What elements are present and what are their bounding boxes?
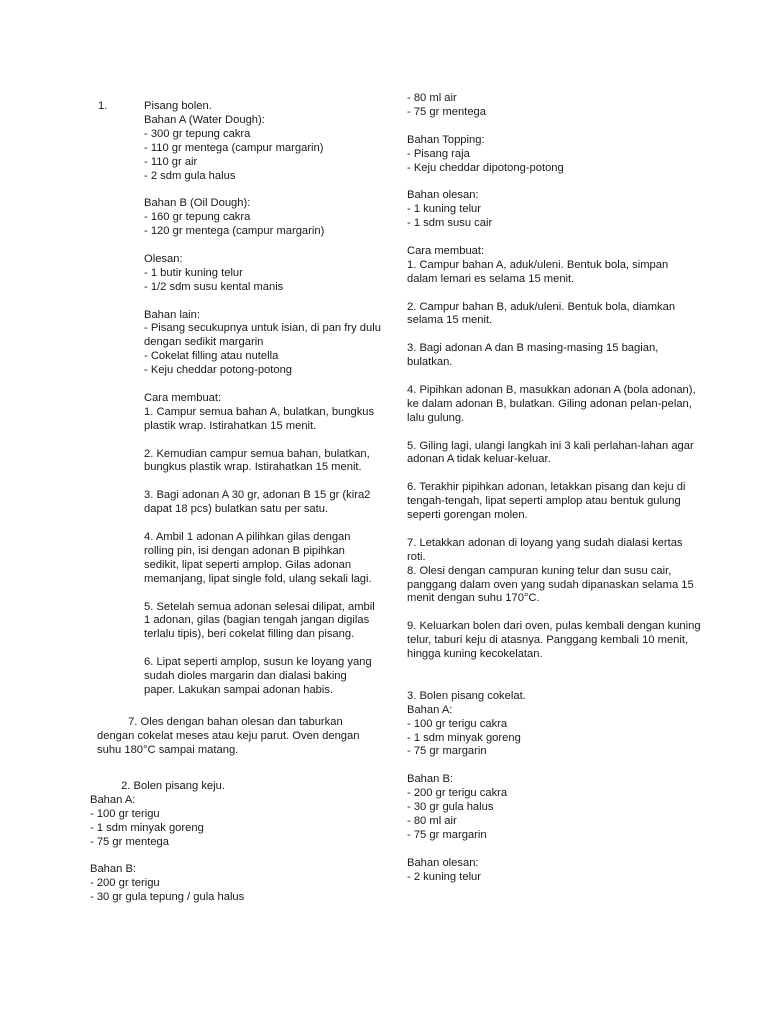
text-line: - 1 sdm minyak goreng: [407, 731, 521, 744]
text-line: 3. Bagi adonan A dan B masing-masing 15 bagian,: [407, 342, 659, 355]
text-line: ke dalam adonan B, bulatkan. Giling adonan pelan-pelan,: [407, 397, 692, 410]
text-line: selama 15 menit.: [407, 314, 493, 327]
text-line: - 2 sdm gula halus: [144, 169, 236, 182]
blank-line: [407, 120, 697, 134]
text-line: - 160 gr tepung cakra: [144, 211, 251, 224]
text-line: 2. Kemudian campur semua bahan, bulatkan,: [144, 447, 370, 460]
text-line: tengah-tengah, lipat seperti amplop atau bentuk gulung: [407, 495, 681, 508]
text-line: suhu 180°C sampai matang.: [97, 743, 239, 756]
text-line: dengan sedikit margarin: [144, 336, 264, 349]
text-line: 5. Giling lagi, ulangi langkah ini 3 kali perlahan-lahan agar: [407, 439, 694, 452]
text-line: 1. Campur semua bahan A, bulatkan, bungkus: [144, 405, 375, 418]
text-line: Pisang bolen.: [144, 100, 212, 112]
text-line: Bahan A:: [407, 703, 453, 716]
text-line: adonan A tidak keluar-keluar.: [407, 453, 551, 466]
blank-line: [407, 426, 697, 440]
text-line: - 1 kuning telur: [407, 203, 482, 216]
text-line: - Pisang raja: [407, 147, 470, 160]
text-line: dapat 18 pcs) bulatkan satu per satu.: [144, 503, 329, 516]
text-line: Bahan A (Water Dough):: [144, 113, 265, 126]
text-line: 4. Ambil 1 adonan A pilihkan gilas dengan: [144, 530, 351, 543]
text-line: dalam lemari es selama 15 menit.: [407, 272, 575, 285]
blank-line: [407, 523, 697, 537]
blank-line: [407, 231, 697, 245]
text-line: 7. Letakkan adonan di loyang yang sudah dialasi kertas: [407, 536, 683, 549]
blank-line: [144, 183, 374, 197]
text-line: - 2 kuning telur: [407, 870, 482, 883]
text-line: Bahan A:: [90, 793, 136, 806]
text-line: - 75 gr mentega: [407, 105, 486, 118]
text-line: Cara membuat:: [144, 391, 222, 404]
text-line: - Keju cheddar dipotong-potong: [407, 161, 564, 174]
text-line: Bahan lain:: [144, 308, 200, 321]
recipe-1-step-7: [97, 716, 360, 758]
text-line: - 120 gr mentega (campur margarin): [144, 225, 325, 238]
text-line: sedikit, lipat seperti amplop. Gilas adonan: [144, 558, 352, 571]
blank-line: [407, 328, 697, 342]
blank-line: [144, 239, 374, 253]
text-line: - 30 gr gula halus: [407, 801, 494, 814]
text-line: roti.: [407, 550, 426, 563]
text-line: - 1 sdm susu cair: [407, 217, 493, 230]
text-line: - 200 gr terigu cakra: [407, 787, 508, 800]
text-line: - 80 ml air: [407, 814, 457, 827]
text-line: - 1 butir kuning telur: [144, 266, 243, 279]
text-line: 9. Keluarkan bolen dari oven, pulas kembali dengan kuning: [407, 620, 701, 633]
text-line: 2. Bolen pisang keju.: [90, 780, 225, 792]
text-line: - Cokelat filling atau nutella: [144, 350, 279, 363]
recipe-1-number: 1.: [98, 100, 108, 112]
text-line: - 1/2 sdm susu kental manis: [144, 280, 284, 293]
text-line: - 1 sdm minyak goreng: [90, 821, 204, 834]
text-line: - 200 gr terigu: [90, 877, 160, 890]
text-line: Bahan B:: [407, 773, 454, 786]
right-column-body: [407, 92, 701, 884]
text-line: rolling pin, isi dengan adonan B pipihkan: [144, 544, 345, 557]
blank-line: [144, 434, 374, 448]
text-line: - 300 gr tepung cakra: [144, 127, 251, 140]
text-line: 6. Terakhir pipihkan adonan, letakkan pisang dan keju di: [407, 481, 686, 494]
blank-line: [407, 175, 697, 189]
text-line: Bahan olesan:: [407, 189, 479, 202]
text-line: - 75 gr margarin: [407, 828, 487, 841]
text-line: - Keju cheddar potong-potong: [144, 364, 293, 377]
blank-line: [407, 287, 697, 301]
blank-line: [144, 642, 374, 656]
blank-line: [144, 378, 374, 392]
text-line: 4. Pipihkan adonan B, masukkan adonan A (bola adonan),: [407, 383, 696, 396]
blank-line: [407, 467, 697, 481]
blank-line: [407, 843, 697, 857]
text-line: sudah dioles margarin dan dialasi baking: [144, 670, 347, 683]
text-line: - 110 gr mentega (campur margarin): [144, 141, 324, 154]
text-line: 5. Setelah semua adonan selesai dilipat, ambil: [144, 600, 375, 613]
text-line: plastik wrap. Istirahatkan 15 menit.: [144, 419, 317, 432]
text-line: - 75 gr mentega: [90, 835, 169, 848]
text-line: panggang dalam oven yang sudah dipanaskan selama 15: [407, 578, 694, 591]
recipe-2-body: [90, 780, 340, 905]
blank-line: [407, 676, 697, 690]
text-line: Bahan B (Oil Dough):: [144, 197, 251, 210]
text-line: - 30 gr gula tepung / gula halus: [90, 891, 245, 904]
text-line: bungkus plastik wrap. Istirahatkan 15 menit.: [144, 461, 362, 474]
blank-line: [407, 662, 697, 676]
text-line: 8. Olesi dengan campuran kuning telur dan susu cair,: [407, 564, 672, 577]
text-line: Bahan B:: [90, 863, 137, 876]
text-line: memanjang, lipat single fold, ulang sekali lagi.: [144, 572, 372, 585]
text-line: - 100 gr terigu: [90, 807, 160, 820]
text-line: seperti gorengan molen.: [407, 509, 528, 522]
blank-line: [407, 370, 697, 384]
blank-line: [407, 606, 697, 620]
text-line: - 80 ml air: [407, 92, 457, 104]
blank-line: [144, 587, 374, 601]
text-line: lalu gulung.: [407, 411, 465, 424]
text-line: telur, taburi keju di atasnya. Panggang kembali 10 menit,: [407, 634, 689, 647]
blank-line: [144, 295, 374, 309]
text-line: hingga kuning kecokelatan.: [407, 648, 543, 661]
text-line: menit dengan suhu 170°C.: [407, 592, 540, 605]
text-line: 6. Lipat seperti amplop, susun ke loyang yang: [144, 656, 372, 669]
recipe-1-body: [144, 100, 381, 698]
text-line: dengan cokelat meses atau keju parut. Oven dengan: [97, 729, 360, 742]
text-line: - Pisang secukupnya untuk isian, di pan fry dulu: [144, 322, 381, 335]
text-line: - 75 gr margarin: [407, 745, 487, 758]
text-line: Bahan olesan:: [407, 856, 479, 869]
text-line: 1. Campur bahan A, aduk/uleni. Bentuk bola, simpan: [407, 258, 669, 271]
text-line: 1 adonan, gilas (bagian tengah jangan digilas: [144, 614, 370, 627]
text-line: 2. Campur bahan B, aduk/uleni. Bentuk bola, diamkan: [407, 300, 676, 313]
text-line: - 110 gr air: [144, 155, 198, 168]
blank-line: [144, 475, 374, 489]
blank-line: [407, 759, 697, 773]
text-line: Olesan:: [144, 252, 183, 265]
text-line: 3. Bagi adonan A 30 gr, adonan B 15 gr (kira2: [144, 489, 371, 502]
blank-line: [90, 850, 340, 864]
blank-line: [144, 517, 374, 531]
text-line: Bahan Topping:: [407, 133, 485, 146]
text-line: - 100 gr terigu cakra: [407, 717, 508, 730]
text-line: 7. Oles dengan bahan olesan dan taburkan: [97, 716, 343, 728]
text-line: paper. Lakukan sampai adonan habis.: [144, 683, 334, 696]
text-line: Cara membuat:: [407, 244, 485, 257]
text-line: bulatkan.: [407, 356, 453, 369]
text-line: terlalu tipis), beri cokelat filling dan pisang.: [144, 628, 355, 641]
text-line: 3. Bolen pisang cokelat.: [407, 689, 526, 702]
